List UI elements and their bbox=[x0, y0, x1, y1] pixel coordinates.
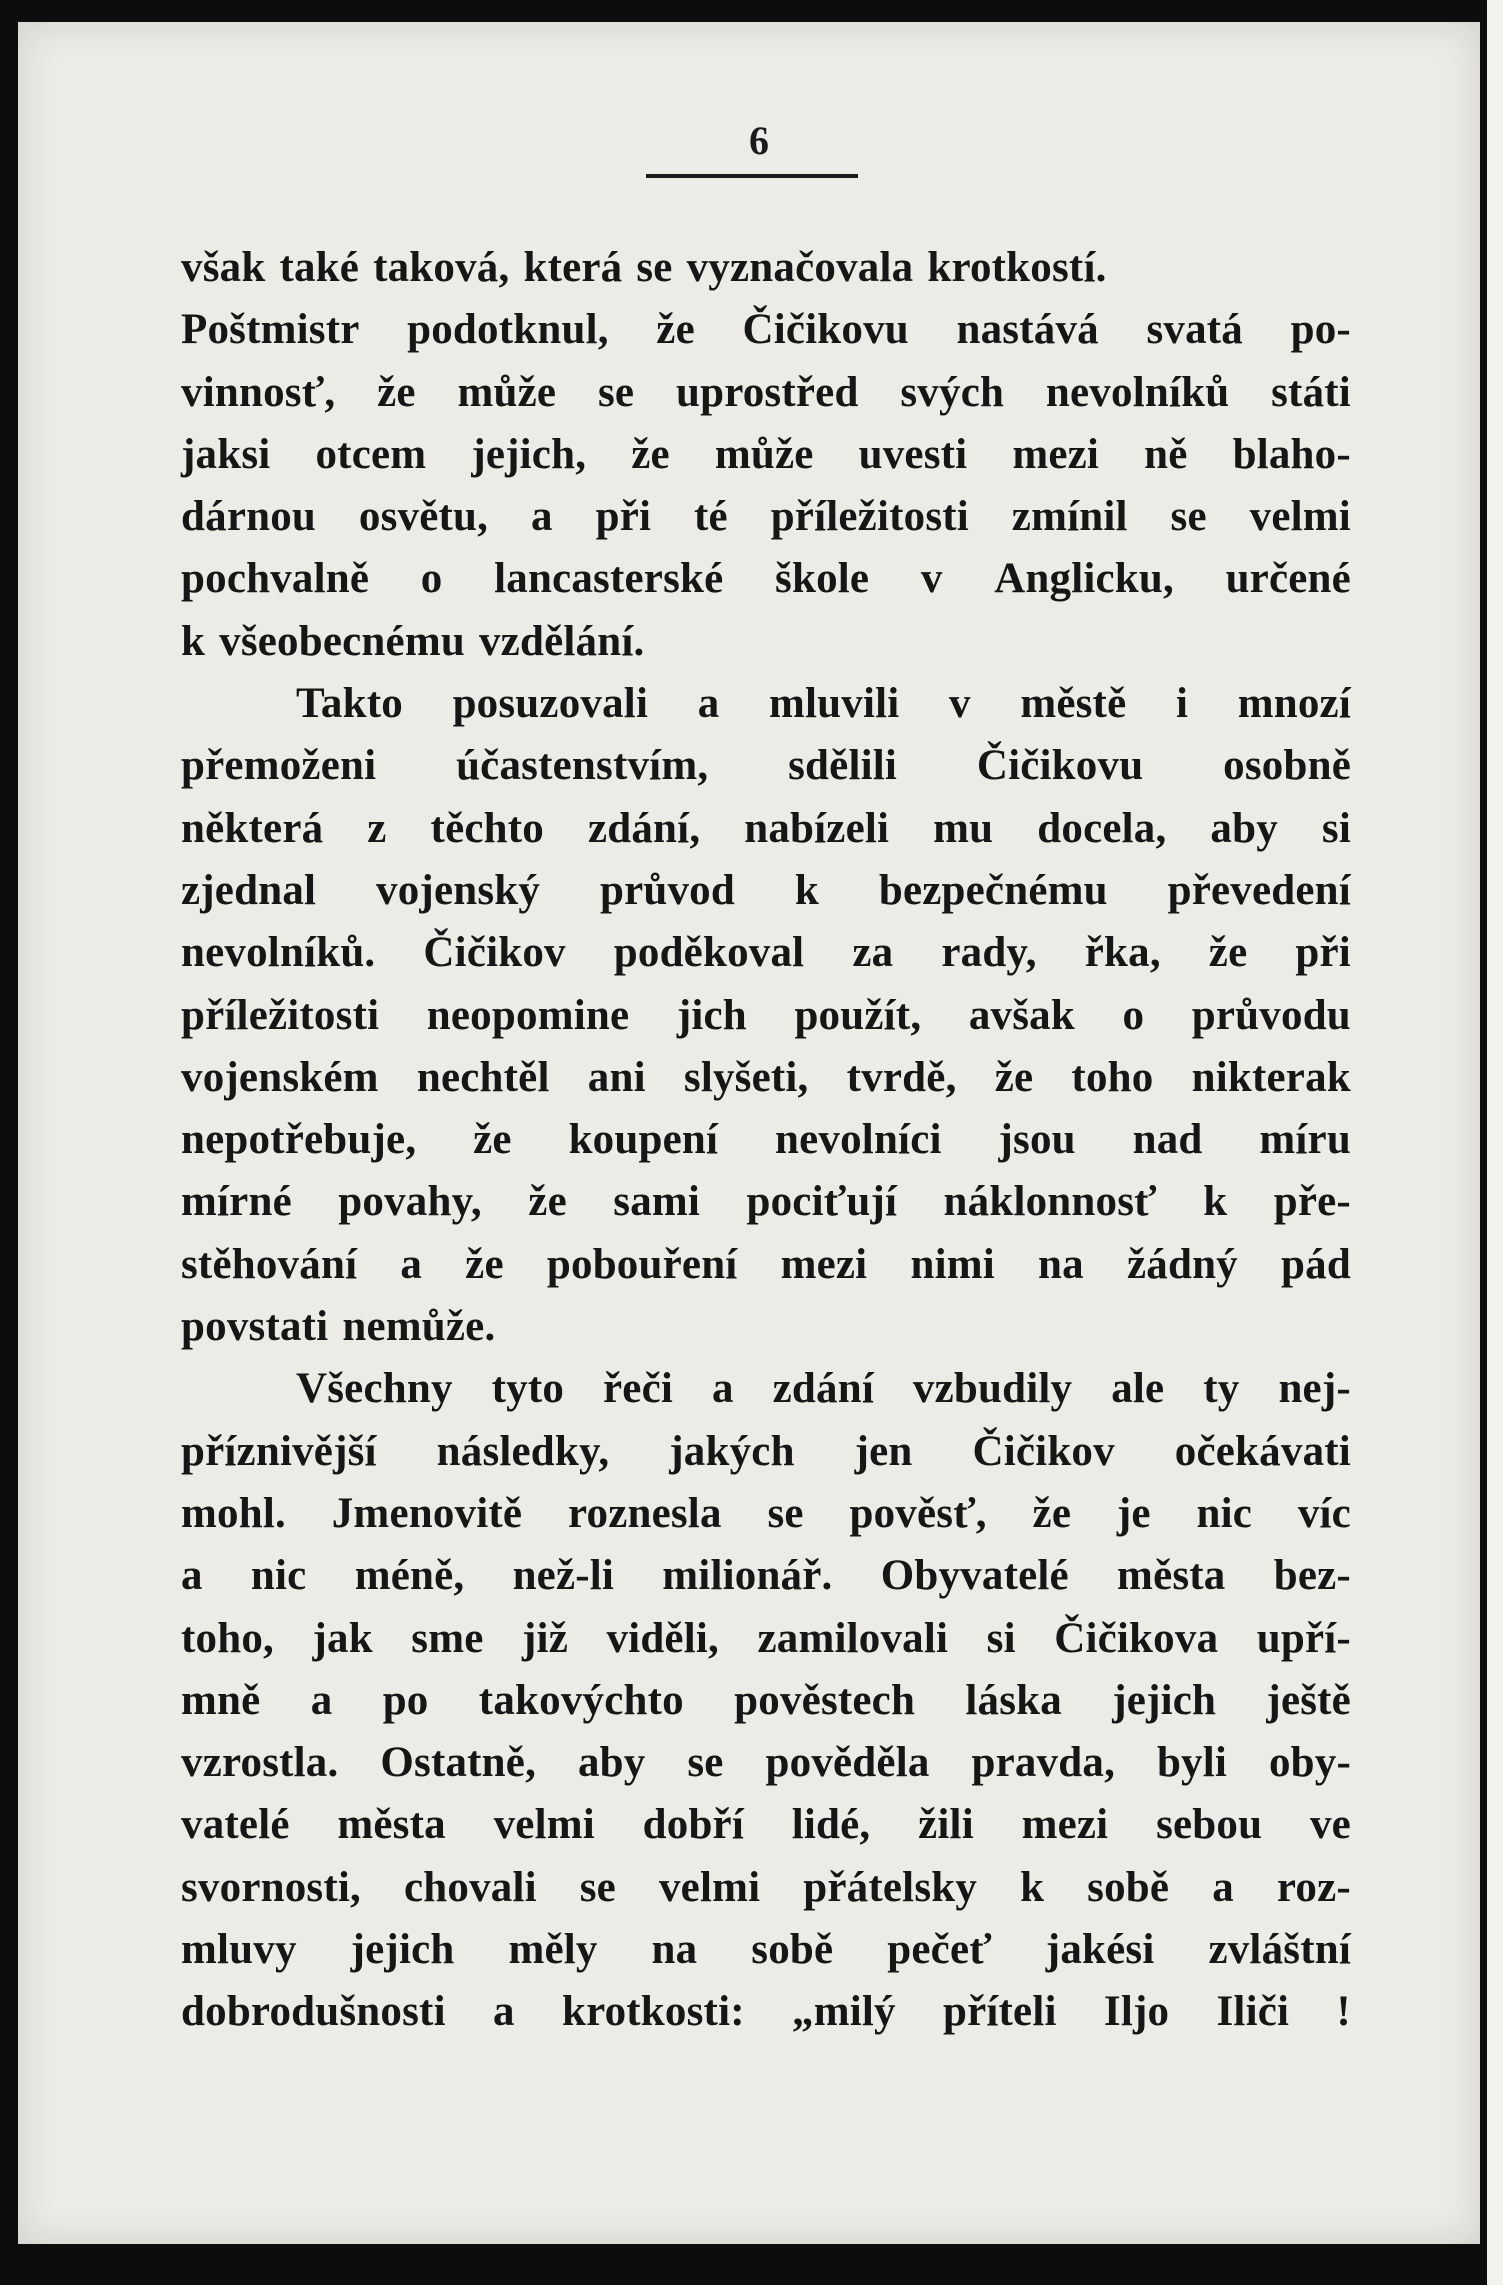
text-line: vatelé města velmi dobří lidé, žili mezi sebou ve bbox=[181, 1801, 1351, 1849]
text-line: jaksi otcem jejich, že může uvesti mezi ně blaho- bbox=[181, 430, 1351, 478]
text-line: pochvalně o lancasterské škole v Anglicku, určené bbox=[181, 555, 1351, 603]
text-line: dobrodušnosti a krotkosti: „milý příteli Iljo Iliči ! bbox=[181, 1988, 1351, 2036]
text-line: příležitosti neopomine jich použít, avšak o průvodu bbox=[181, 991, 1351, 1039]
text-line: přemoženi účastenstvím, sdělili Čičikovu osobně bbox=[181, 742, 1351, 790]
text-line: nevolníků. Čičikov poděkoval za rady, řka, že při bbox=[181, 929, 1351, 977]
text-line: mohl. Jmenovitě roznesla se pověsť, že je nic víc bbox=[181, 1489, 1351, 1537]
text-line: Všechny tyto řeči a zdání vzbudily ale ty nej- bbox=[296, 1365, 1351, 1413]
text-line: toho, jak sme již viděli, zamilovali si Čičikova upří- bbox=[181, 1614, 1351, 1662]
body-text bbox=[181, 237, 1351, 2044]
text-line: vzrostla. Ostatně, aby se pověděla pravda, byli oby- bbox=[181, 1739, 1351, 1787]
text-line: Poštmistr podotknul, že Čičikovu nastává svatá po- bbox=[181, 306, 1351, 354]
text-line: některá z těchto zdání, nabízeli mu docela, aby si bbox=[181, 804, 1351, 852]
page-number: 6 bbox=[749, 118, 769, 163]
text-line: nepotřebuje, že koupení nevolníci jsou nad míru bbox=[181, 1116, 1351, 1164]
text-line: k všeobecnému vzdělání. bbox=[181, 617, 645, 665]
text-line: povstati nemůže. bbox=[181, 1303, 496, 1351]
page-number-rule bbox=[646, 174, 858, 178]
text-line: svornosti, chovali se velmi přátelsky k sobě a roz- bbox=[181, 1863, 1351, 1911]
text-line: mně a po takovýchto pověstech láska jejich ještě bbox=[181, 1676, 1351, 1724]
text-line: zjednal vojenský průvod k bezpečnému převedení bbox=[181, 866, 1351, 914]
text-line: však také taková, která se vyznačovala krotkostí. bbox=[181, 244, 1107, 291]
text-line: vinnosť, že může se uprostřed svých nevolníků státi bbox=[181, 368, 1351, 416]
text-line: mluvy jejich měly na sobě pečeť jakési zvláštní bbox=[181, 1926, 1351, 1974]
text-line: Takto posuzovali a mluvili v městě i mnozí bbox=[296, 680, 1351, 728]
text-line: vojenském nechtěl ani slyšeti, tvrdě, že toho nikterak bbox=[181, 1053, 1351, 1101]
text-line: stěhování a že pobouření mezi nimi na žádný pád bbox=[181, 1240, 1351, 1288]
text-line: příznivější následky, jakých jen Čičikov očekávati bbox=[181, 1427, 1351, 1475]
text-line: dárnou osvětu, a při té příležitosti zmínil se velmi bbox=[181, 493, 1351, 541]
scan-edge bbox=[1487, 0, 1503, 2285]
book-page bbox=[18, 22, 1480, 2244]
text-line: mírné povahy, že sami pociťují náklonnosť k pře- bbox=[181, 1178, 1351, 1226]
text-line: a nic méně, než-li milionář. Obyvatelé města bez- bbox=[181, 1552, 1351, 1600]
